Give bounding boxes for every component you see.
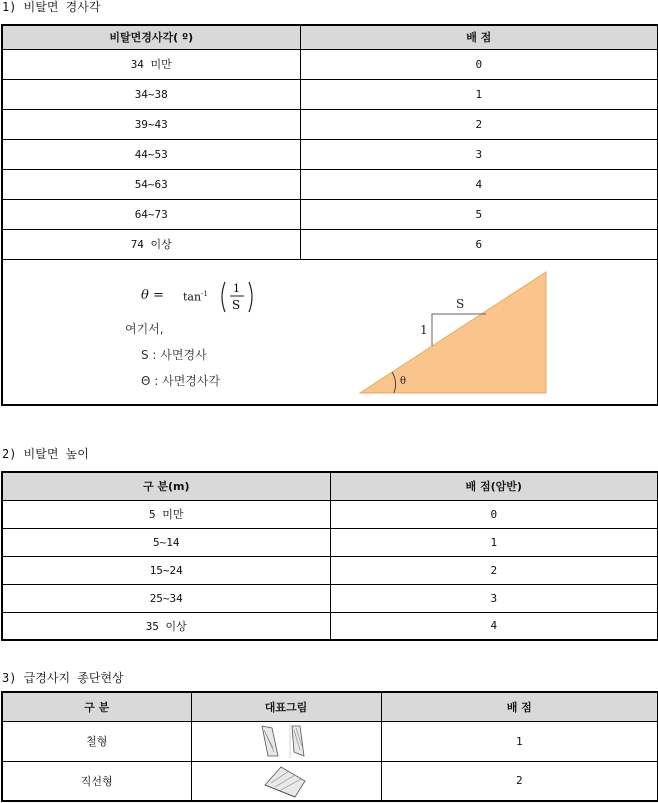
formula-fraction bbox=[219, 280, 259, 314]
slope-angle-range: 39~43 bbox=[2, 109, 300, 139]
longitudinal-shape-table bbox=[1, 691, 658, 802]
slope-angle-score: 6 bbox=[300, 229, 658, 259]
diagram-theta-label: θ bbox=[400, 375, 407, 387]
slope-angle-range: 54~63 bbox=[2, 169, 300, 199]
slope-angle-score: 5 bbox=[300, 199, 658, 229]
section-1-title: 1) 비탈면 경사각 bbox=[2, 0, 101, 14]
height-score: 1 bbox=[330, 528, 658, 556]
height-score: 3 bbox=[330, 584, 658, 612]
slope-angle-range: 34 미만 bbox=[2, 49, 300, 79]
fraction-numerator: 1 bbox=[233, 281, 240, 295]
slope-diagram bbox=[358, 268, 558, 398]
section-3-title: 3) 급경사지 종단현상 bbox=[2, 671, 124, 685]
shape-score: 1 bbox=[381, 721, 658, 761]
shape-type: 직선형 bbox=[2, 761, 191, 801]
header-type: 구 분 bbox=[2, 692, 191, 721]
slope-angle-score: 0 bbox=[300, 49, 658, 79]
shape-type: 철형 bbox=[2, 721, 191, 761]
convex-slope-icon bbox=[258, 722, 314, 760]
diagram-1-label: 1 bbox=[420, 322, 428, 337]
header-score: 배 점 bbox=[381, 692, 658, 721]
slope-angle-table bbox=[1, 24, 658, 406]
height-score: 2 bbox=[330, 556, 658, 584]
section-2-title: 2) 비탈면 높이 bbox=[2, 447, 89, 461]
header-slope-angle: 비탈면경사각( º) bbox=[2, 25, 300, 49]
shape-figure-cell bbox=[191, 761, 381, 801]
formula-theta: θ = bbox=[141, 287, 164, 303]
slope-angle-range: 34~38 bbox=[2, 79, 300, 109]
height-range: 15~24 bbox=[2, 556, 330, 584]
fraction-denominator: S bbox=[232, 297, 241, 312]
formula-where: 여기서, bbox=[125, 321, 164, 336]
formula-def-s: S : 사면경사 bbox=[141, 347, 207, 362]
height-score: 0 bbox=[330, 500, 658, 528]
header-score: 배 점 bbox=[300, 25, 658, 49]
shape-score: 2 bbox=[381, 761, 658, 801]
height-range: 5 미만 bbox=[2, 500, 330, 528]
height-range: 25~34 bbox=[2, 584, 330, 612]
header-rock-score: 배 점(암반) bbox=[330, 472, 658, 500]
shape-figure-cell bbox=[191, 721, 381, 761]
formula-def-theta: Θ : 사면경사각 bbox=[141, 373, 221, 388]
slope-angle-score: 4 bbox=[300, 169, 658, 199]
slope-triangle bbox=[360, 272, 546, 393]
slope-angle-range: 74 이상 bbox=[2, 229, 300, 259]
slope-angle-range: 64~73 bbox=[2, 199, 300, 229]
diagram-s-label: S bbox=[456, 296, 465, 311]
formula-tan: $\tan^{-1}$ bbox=[183, 289, 208, 304]
height-score: 4 bbox=[330, 612, 658, 640]
header-figure: 대표그림 bbox=[191, 692, 381, 721]
straight-slope-icon bbox=[261, 763, 311, 799]
slope-height-table bbox=[1, 471, 658, 641]
formula-cell bbox=[2, 259, 658, 405]
slope-angle-range: 44~53 bbox=[2, 139, 300, 169]
slope-angle-score: 1 bbox=[300, 79, 658, 109]
height-range: 35 이상 bbox=[2, 612, 330, 640]
header-height: 구 분(m) bbox=[2, 472, 330, 500]
slope-angle-score: 3 bbox=[300, 139, 658, 169]
slope-angle-score: 2 bbox=[300, 109, 658, 139]
height-range: 5~14 bbox=[2, 528, 330, 556]
